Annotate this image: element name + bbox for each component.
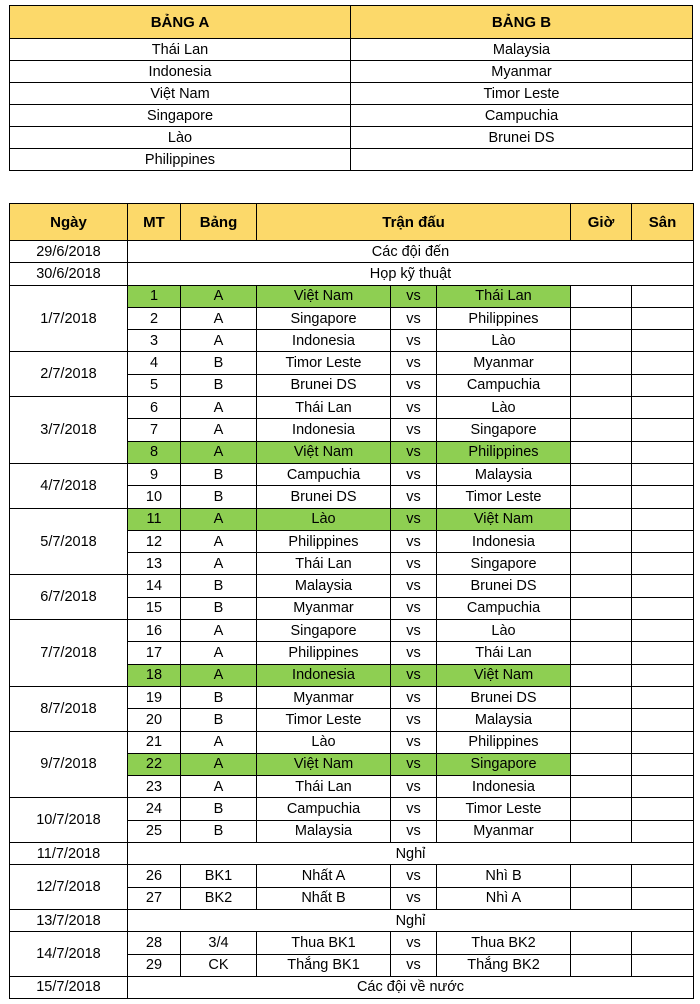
away-team: Indonesia <box>437 776 571 798</box>
versus-label: vs <box>391 642 437 664</box>
schedule-note-row <box>10 263 694 285</box>
match-date: 1/7/2018 <box>10 285 128 352</box>
home-team: Malaysia <box>257 820 391 842</box>
match-date: 10/7/2018 <box>10 798 128 843</box>
match-group: A <box>181 530 257 552</box>
group-a-team: Việt Nam <box>10 83 351 105</box>
match-time <box>571 776 632 798</box>
match-group: B <box>181 463 257 485</box>
versus-label: vs <box>391 486 437 508</box>
match-group: B <box>181 709 257 731</box>
away-team: Thua BK2 <box>437 932 571 954</box>
match-group: B <box>181 798 257 820</box>
match-time <box>571 865 632 887</box>
day-note: Họp kỹ thuật <box>128 263 694 285</box>
match-venue <box>632 397 694 419</box>
schedule-note-row <box>10 976 694 998</box>
home-team: Malaysia <box>257 575 391 597</box>
group-a-title: BẢNG A <box>10 6 351 39</box>
match-date: 13/7/2018 <box>10 909 128 931</box>
home-team: Campuchia <box>257 798 391 820</box>
versus-label: vs <box>391 932 437 954</box>
away-team: Lào <box>437 397 571 419</box>
versus-label: vs <box>391 285 437 307</box>
match-date: 30/6/2018 <box>10 263 128 285</box>
match-group: BK1 <box>181 865 257 887</box>
match-date: 12/7/2018 <box>10 865 128 910</box>
match-group: A <box>181 731 257 753</box>
match-time <box>571 887 632 909</box>
match-number: 18 <box>128 664 181 686</box>
versus-label: vs <box>391 441 437 463</box>
group-a-team: Lào <box>10 127 351 149</box>
match-row <box>10 686 694 708</box>
versus-label: vs <box>391 463 437 485</box>
match-venue <box>632 620 694 642</box>
match-time <box>571 530 632 552</box>
match-row <box>10 932 694 954</box>
header-group: Bảng <box>181 204 257 241</box>
match-venue <box>632 731 694 753</box>
match-date: 5/7/2018 <box>10 508 128 575</box>
away-team: Thái Lan <box>437 285 571 307</box>
away-team: Brunei DS <box>437 575 571 597</box>
versus-label: vs <box>391 865 437 887</box>
match-venue <box>632 307 694 329</box>
header-venue: Sân <box>632 204 694 241</box>
match-time <box>571 374 632 396</box>
group-row <box>10 105 693 127</box>
match-group: A <box>181 508 257 530</box>
match-time <box>571 352 632 374</box>
group-row <box>10 39 693 61</box>
home-team: Thua BK1 <box>257 932 391 954</box>
schedule-note-row <box>10 909 694 931</box>
home-team: Philippines <box>257 530 391 552</box>
match-number: 1 <box>128 285 181 307</box>
match-venue <box>632 753 694 775</box>
match-venue <box>632 798 694 820</box>
match-venue <box>632 463 694 485</box>
match-time <box>571 397 632 419</box>
versus-label: vs <box>391 664 437 686</box>
match-time <box>571 664 632 686</box>
away-team: Brunei DS <box>437 686 571 708</box>
match-group: A <box>181 642 257 664</box>
group-b-team: Myanmar <box>351 61 693 83</box>
match-time <box>571 508 632 530</box>
match-number: 8 <box>128 441 181 463</box>
match-time <box>571 820 632 842</box>
match-group: A <box>181 776 257 798</box>
home-team: Việt Nam <box>257 441 391 463</box>
match-date: 29/6/2018 <box>10 241 128 263</box>
away-team: Philippines <box>437 731 571 753</box>
match-venue <box>632 642 694 664</box>
match-group: B <box>181 486 257 508</box>
groups-header-row <box>10 6 693 39</box>
match-number: 14 <box>128 575 181 597</box>
home-team: Timor Leste <box>257 709 391 731</box>
away-team: Việt Nam <box>437 508 571 530</box>
match-row <box>10 285 694 307</box>
match-row <box>10 731 694 753</box>
match-date: 3/7/2018 <box>10 397 128 464</box>
versus-label: vs <box>391 374 437 396</box>
versus-label: vs <box>391 597 437 619</box>
away-team: Thắng BK2 <box>437 954 571 976</box>
match-date: 9/7/2018 <box>10 731 128 798</box>
home-team: Brunei DS <box>257 486 391 508</box>
match-group: A <box>181 397 257 419</box>
match-number: 25 <box>128 820 181 842</box>
away-team: Thái Lan <box>437 642 571 664</box>
match-venue <box>632 686 694 708</box>
group-b-team <box>351 149 693 171</box>
versus-label: vs <box>391 530 437 552</box>
match-time <box>571 330 632 352</box>
home-team: Indonesia <box>257 330 391 352</box>
versus-label: vs <box>391 397 437 419</box>
group-row <box>10 61 693 83</box>
match-date: 4/7/2018 <box>10 463 128 508</box>
home-team: Thái Lan <box>257 553 391 575</box>
day-note: Các đội đến <box>128 241 694 263</box>
home-team: Việt Nam <box>257 285 391 307</box>
group-a-team: Philippines <box>10 149 351 171</box>
match-time <box>571 285 632 307</box>
home-team: Campuchia <box>257 463 391 485</box>
home-team: Timor Leste <box>257 352 391 374</box>
match-row <box>10 352 694 374</box>
match-group: A <box>181 620 257 642</box>
match-time <box>571 798 632 820</box>
match-date: 14/7/2018 <box>10 932 128 977</box>
away-team: Singapore <box>437 753 571 775</box>
day-note: Nghỉ <box>128 843 694 865</box>
match-row <box>10 397 694 419</box>
away-team: Timor Leste <box>437 798 571 820</box>
match-row <box>10 463 694 485</box>
match-venue <box>632 352 694 374</box>
match-number: 24 <box>128 798 181 820</box>
match-number: 28 <box>128 932 181 954</box>
away-team: Singapore <box>437 553 571 575</box>
header-match-number: MT <box>128 204 181 241</box>
home-team: Thái Lan <box>257 397 391 419</box>
away-team: Campuchia <box>437 597 571 619</box>
versus-label: vs <box>391 887 437 909</box>
group-b-team: Timor Leste <box>351 83 693 105</box>
match-group: A <box>181 330 257 352</box>
versus-label: vs <box>391 620 437 642</box>
schedule-header-row <box>10 204 694 241</box>
match-time <box>571 753 632 775</box>
match-number: 11 <box>128 508 181 530</box>
match-time <box>571 597 632 619</box>
schedule-table <box>9 203 694 999</box>
match-venue <box>632 441 694 463</box>
match-venue <box>632 597 694 619</box>
match-group: B <box>181 575 257 597</box>
match-venue <box>632 664 694 686</box>
match-number: 13 <box>128 553 181 575</box>
header-time: Giờ <box>571 204 632 241</box>
home-team: Brunei DS <box>257 374 391 396</box>
match-time <box>571 620 632 642</box>
away-team: Philippines <box>437 307 571 329</box>
match-venue <box>632 887 694 909</box>
away-team: Malaysia <box>437 463 571 485</box>
match-venue <box>632 932 694 954</box>
match-group: A <box>181 307 257 329</box>
match-number: 2 <box>128 307 181 329</box>
match-group: B <box>181 597 257 619</box>
match-venue <box>632 776 694 798</box>
match-time <box>571 419 632 441</box>
versus-label: vs <box>391 776 437 798</box>
match-number: 21 <box>128 731 181 753</box>
match-time <box>571 954 632 976</box>
match-group: CK <box>181 954 257 976</box>
match-venue <box>632 330 694 352</box>
match-group: 3/4 <box>181 932 257 954</box>
schedule-body <box>10 241 694 999</box>
match-number: 6 <box>128 397 181 419</box>
match-date: 11/7/2018 <box>10 843 128 865</box>
match-time <box>571 731 632 753</box>
away-team: Lào <box>437 330 571 352</box>
match-venue <box>632 820 694 842</box>
day-note: Nghỉ <box>128 909 694 931</box>
versus-label: vs <box>391 508 437 530</box>
away-team: Indonesia <box>437 530 571 552</box>
versus-label: vs <box>391 731 437 753</box>
match-venue <box>632 709 694 731</box>
match-time <box>571 575 632 597</box>
match-row <box>10 865 694 887</box>
match-venue <box>632 486 694 508</box>
match-venue <box>632 553 694 575</box>
match-group: B <box>181 820 257 842</box>
match-venue <box>632 954 694 976</box>
match-date: 2/7/2018 <box>10 352 128 397</box>
away-team: Malaysia <box>437 709 571 731</box>
group-b-team: Malaysia <box>351 39 693 61</box>
away-team: Nhì B <box>437 865 571 887</box>
header-fixture: Trận đấu <box>257 204 571 241</box>
home-team: Indonesia <box>257 419 391 441</box>
away-team: Myanmar <box>437 820 571 842</box>
match-time <box>571 463 632 485</box>
groups-body <box>10 39 693 171</box>
group-row <box>10 149 693 171</box>
versus-label: vs <box>391 307 437 329</box>
away-team: Singapore <box>437 419 571 441</box>
away-team: Philippines <box>437 441 571 463</box>
match-time <box>571 441 632 463</box>
match-date: 15/7/2018 <box>10 976 128 998</box>
away-team: Myanmar <box>437 352 571 374</box>
match-row <box>10 575 694 597</box>
match-number: 27 <box>128 887 181 909</box>
match-group: B <box>181 374 257 396</box>
versus-label: vs <box>391 753 437 775</box>
match-number: 26 <box>128 865 181 887</box>
match-group: B <box>181 686 257 708</box>
versus-label: vs <box>391 686 437 708</box>
home-team: Singapore <box>257 620 391 642</box>
match-time <box>571 709 632 731</box>
match-group: A <box>181 753 257 775</box>
match-group: B <box>181 352 257 374</box>
match-venue <box>632 419 694 441</box>
versus-label: vs <box>391 575 437 597</box>
match-group: BK2 <box>181 887 257 909</box>
match-group: A <box>181 419 257 441</box>
group-a-team: Singapore <box>10 105 351 127</box>
day-note: Các đội về nước <box>128 976 694 998</box>
versus-label: vs <box>391 820 437 842</box>
match-time <box>571 486 632 508</box>
home-team: Myanmar <box>257 597 391 619</box>
versus-label: vs <box>391 330 437 352</box>
home-team: Myanmar <box>257 686 391 708</box>
away-team: Lào <box>437 620 571 642</box>
header-date: Ngày <box>10 204 128 241</box>
home-team: Indonesia <box>257 664 391 686</box>
match-row <box>10 798 694 820</box>
match-venue <box>632 530 694 552</box>
home-team: Việt Nam <box>257 753 391 775</box>
versus-label: vs <box>391 798 437 820</box>
match-number: 3 <box>128 330 181 352</box>
match-date: 7/7/2018 <box>10 620 128 687</box>
match-number: 29 <box>128 954 181 976</box>
home-team: Singapore <box>257 307 391 329</box>
versus-label: vs <box>391 553 437 575</box>
away-team: Nhì A <box>437 887 571 909</box>
group-row <box>10 83 693 105</box>
match-venue <box>632 575 694 597</box>
match-time <box>571 642 632 664</box>
match-time <box>571 932 632 954</box>
home-team: Lào <box>257 508 391 530</box>
schedule-note-row <box>10 241 694 263</box>
versus-label: vs <box>391 709 437 731</box>
versus-label: vs <box>391 352 437 374</box>
match-group: A <box>181 664 257 686</box>
match-venue <box>632 374 694 396</box>
match-time <box>571 686 632 708</box>
away-team: Việt Nam <box>437 664 571 686</box>
home-team: Thắng BK1 <box>257 954 391 976</box>
match-group: A <box>181 285 257 307</box>
match-number: 22 <box>128 753 181 775</box>
match-number: 16 <box>128 620 181 642</box>
home-team: Lào <box>257 731 391 753</box>
home-team: Philippines <box>257 642 391 664</box>
match-number: 23 <box>128 776 181 798</box>
match-group: A <box>181 441 257 463</box>
match-time <box>571 307 632 329</box>
match-venue <box>632 508 694 530</box>
versus-label: vs <box>391 954 437 976</box>
match-date: 6/7/2018 <box>10 575 128 620</box>
group-b-team: Brunei DS <box>351 127 693 149</box>
away-team: Campuchia <box>437 374 571 396</box>
group-b-team: Campuchia <box>351 105 693 127</box>
match-number: 9 <box>128 463 181 485</box>
group-b-title: BẢNG B <box>351 6 693 39</box>
groups-table <box>9 5 693 171</box>
home-team: Nhất B <box>257 887 391 909</box>
group-row <box>10 127 693 149</box>
schedule-note-row <box>10 843 694 865</box>
match-venue <box>632 285 694 307</box>
match-number: 12 <box>128 530 181 552</box>
away-team: Timor Leste <box>437 486 571 508</box>
group-a-team: Indonesia <box>10 61 351 83</box>
match-number: 19 <box>128 686 181 708</box>
home-team: Thái Lan <box>257 776 391 798</box>
match-row <box>10 508 694 530</box>
match-group: A <box>181 553 257 575</box>
match-time <box>571 553 632 575</box>
match-number: 17 <box>128 642 181 664</box>
match-number: 7 <box>128 419 181 441</box>
match-row <box>10 620 694 642</box>
match-number: 10 <box>128 486 181 508</box>
match-date: 8/7/2018 <box>10 686 128 731</box>
match-number: 20 <box>128 709 181 731</box>
group-a-team: Thái Lan <box>10 39 351 61</box>
match-venue <box>632 865 694 887</box>
match-number: 5 <box>128 374 181 396</box>
match-number: 4 <box>128 352 181 374</box>
versus-label: vs <box>391 419 437 441</box>
home-team: Nhất A <box>257 865 391 887</box>
match-number: 15 <box>128 597 181 619</box>
